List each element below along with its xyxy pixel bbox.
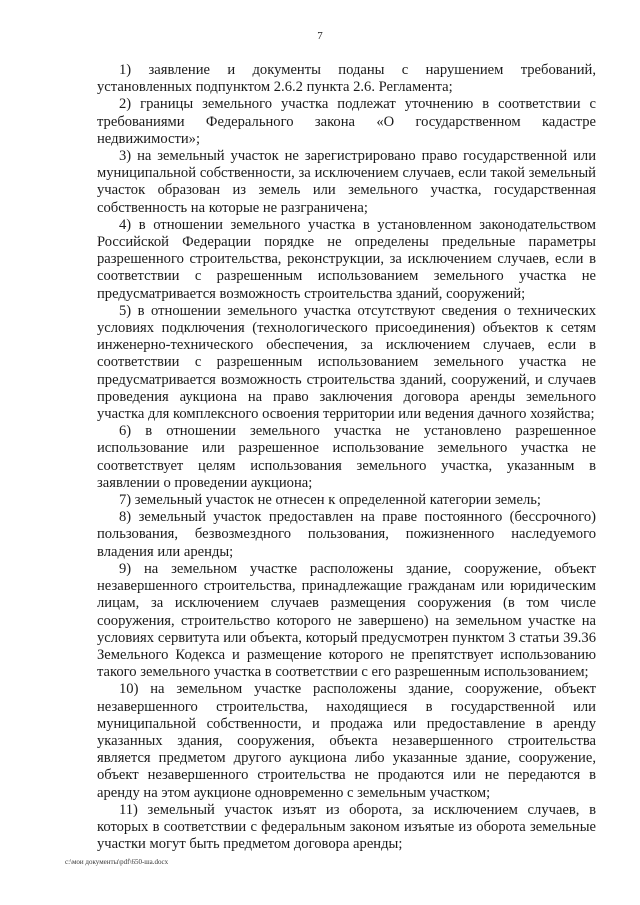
paragraph-1: 1) заявление и документы поданы с нарушением требований, установленных подпунктом 2.6.2 пункта 2.6. Регламента; (97, 62, 596, 96)
page-number: 7 (317, 30, 323, 42)
paragraph-8: 8) земельный участок предоставлен на праве постоянного (бессрочного) пользования, безвозмездного пользования, пожизненного наследуемого владения или аренды; (97, 509, 596, 560)
paragraph-9: 9) на земельном участке расположены здание, сооружение, объект незавершенного строительства, принадлежащие гражданам или юридическим лицам, за исключением случаев размещения сооружения (в том числе сооружения, строительство которого не завершено) на земельном участке на условиях сервитута или объекта, который предусмотрен пунктом 3 статьи 39.36 Земельного Кодекса и размещение которого не препятствует использованию такого земельного участка в соответствии с его разрешенным использованием; (97, 560, 596, 681)
document-body (97, 62, 596, 853)
paragraph-4: 4) в отношении земельного участка в установленном законодательством Российской Федерации порядке не определены предельные параметры разрешенного строительства, реконструкции, за исключением случаев, если в соответствии с разрешенным использованием земельного участка не предусматривается возможность строительства зданий, сооружений; (97, 216, 596, 302)
paragraph-7: 7) земельный участок не отнесен к определенной категории земель; (119, 492, 541, 509)
paragraph-2: 2) границы земельного участка подлежат уточнению в соответствии с требованиями Федерального закона «О государственном кадастре недвижимости»; (97, 96, 596, 147)
paragraph-10: 10) на земельном участке расположены здание, сооружение, объект незавершенного строительства, находящиеся в государственной или муниципальной собственности, и продажа или предоставление в аренду указанных здания, сооружения, объекта незавершенного строительства является предметом другого аукциона либо указанные здание, сооружение, объект незавершенного строительства не продаются или не передаются в аренду на этом аукционе одновременно с земельным участком; (97, 681, 596, 801)
footer-file-path: c:\мои документы\pdf\650-ша.docx (65, 858, 169, 866)
paragraph-6: 6) в отношении земельного участка не установлено разрешенное использование или разрешенное использование земельного участка не соответствует целям использования земельного участка, указанным в заявлении о проведении аукциона; (97, 423, 596, 491)
paragraph-11: 11) земельный участок изъят из оборота, за исключением случаев, в которых в соответствии с федеральным законом изъятые из оборота земельные участки могут быть предметом договора аренды; (97, 801, 596, 853)
paragraph-3: 3) на земельный участок не зарегистрировано право государственной или муниципальной собственности, за исключением случаев, если такой земельный участок образован из земель или земельного участка, государственная собственность на которые не разграничена; (97, 148, 596, 216)
paragraph-5: 5) в отношении земельного участка отсутствуют сведения о технических условиях подключения (технологического присоединения) объектов к сетям инженерно-технического обеспечения, за исключением случаев, если в соответствии с разрешенным использованием земельного участка не предусматривается возможность строительства зданий, сооружений, и случаев проведения аукциона на право заключения договора аренды земельного участка для комплексного освоения территории или ведения дачного хозяйства; (97, 302, 596, 423)
